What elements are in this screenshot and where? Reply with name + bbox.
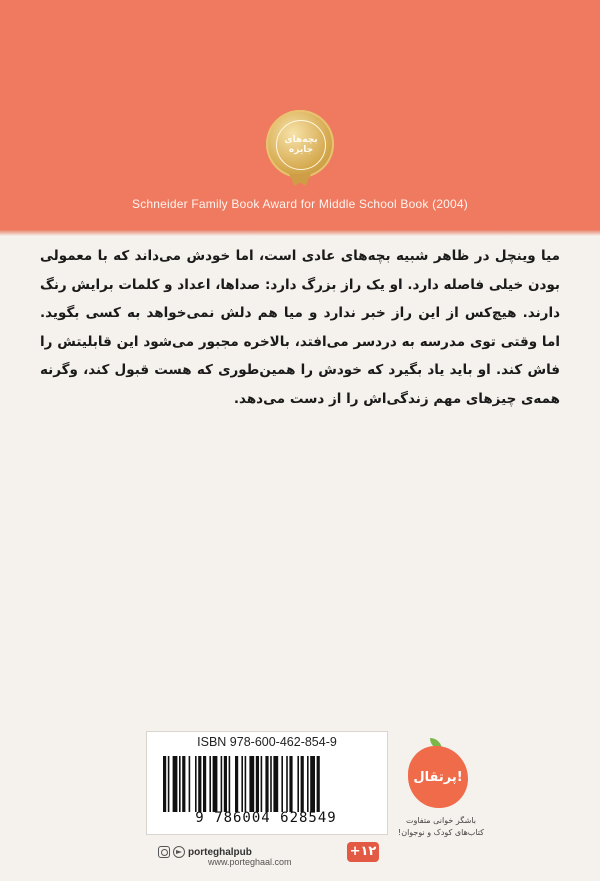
barcode-bar bbox=[261, 756, 263, 812]
seal-line-2: جایزه bbox=[288, 145, 314, 155]
age-rating-badge: +۱۲ bbox=[347, 842, 379, 862]
barcode-bar bbox=[209, 756, 211, 812]
barcode-bar bbox=[249, 756, 254, 812]
barcode-bar bbox=[173, 756, 178, 812]
barcode-bar bbox=[179, 756, 181, 812]
barcode-bar bbox=[301, 756, 304, 812]
telegram-icon bbox=[173, 846, 185, 858]
barcode-bar bbox=[163, 756, 166, 812]
barcode-bar bbox=[241, 756, 243, 812]
barcode-bar bbox=[229, 756, 231, 812]
seal-line-1: بچه‌های bbox=[284, 135, 318, 145]
barcode-bar bbox=[235, 756, 238, 812]
publisher-logo-text: پرتقال! bbox=[413, 769, 463, 785]
barcode-bar bbox=[213, 756, 218, 812]
social-handle: porteghalpub bbox=[188, 846, 252, 858]
barcode-bars bbox=[163, 756, 373, 812]
instagram-icon bbox=[158, 846, 170, 858]
barcode-bar bbox=[286, 756, 288, 812]
barcode-bar bbox=[310, 756, 315, 812]
barcode-bar bbox=[273, 756, 278, 812]
blurb-paragraph: میا وینچل در ظاهر شبیه بچه‌های عادی است، اما خودش می‌داند که با معمولی بودن خیلی فاصله دارد. او یک راز بزرگ دارد: صداها، اعداد و کلمات برایش رنگ دارند. هیچ‌کس از این راز خبر ندارد و میا هم دلش نمی‌خواهد به کسی بگوید. اما وقتی توی مدرسه به دردسر می‌افتد، بالاخره مجبور می‌شود این قابلیتش را فاش کند. او باید یاد بگیرد که خودش را همین‌طوری که هست قبول کند، وگرنه همه‌ی چیزهای مهم زندگی‌اش را از دست می‌دهد. bbox=[40, 248, 560, 407]
publisher-tagline: باشگر خوانی متفاوت کتاب‌های کودک و نوجوان! bbox=[397, 816, 484, 837]
barcode-bar bbox=[221, 756, 223, 812]
award-text: Schneider Family Book Award for Middle School Book (2004) bbox=[131, 197, 468, 211]
barcode-bar bbox=[289, 756, 292, 812]
barcode-bar bbox=[189, 756, 191, 812]
barcode-bar bbox=[265, 756, 268, 812]
barcode-bar bbox=[168, 756, 170, 812]
publisher-logo-icon bbox=[408, 746, 468, 808]
barcode-bar bbox=[203, 756, 206, 812]
barcode-bar bbox=[182, 756, 185, 812]
barcode-bar bbox=[198, 756, 201, 812]
barcode-bar bbox=[307, 756, 309, 812]
barcode-digits: 9 786004 628549 bbox=[195, 810, 337, 826]
barcode-bar bbox=[281, 756, 283, 812]
barcode-bar bbox=[270, 756, 272, 812]
barcode-bar bbox=[224, 756, 227, 812]
barcode-bar bbox=[317, 756, 320, 812]
barcode-bar bbox=[297, 756, 299, 812]
publisher-website: www.porteghaal.com bbox=[208, 857, 292, 867]
barcode-box bbox=[146, 731, 388, 835]
barcode-bar bbox=[256, 756, 259, 812]
barcode-bar bbox=[195, 756, 197, 812]
award-seal-icon bbox=[266, 110, 334, 178]
isbn-text: ISBN 978-600-462-854-9 bbox=[197, 735, 337, 749]
book-blurb bbox=[40, 242, 560, 413]
barcode-bar bbox=[245, 756, 247, 812]
